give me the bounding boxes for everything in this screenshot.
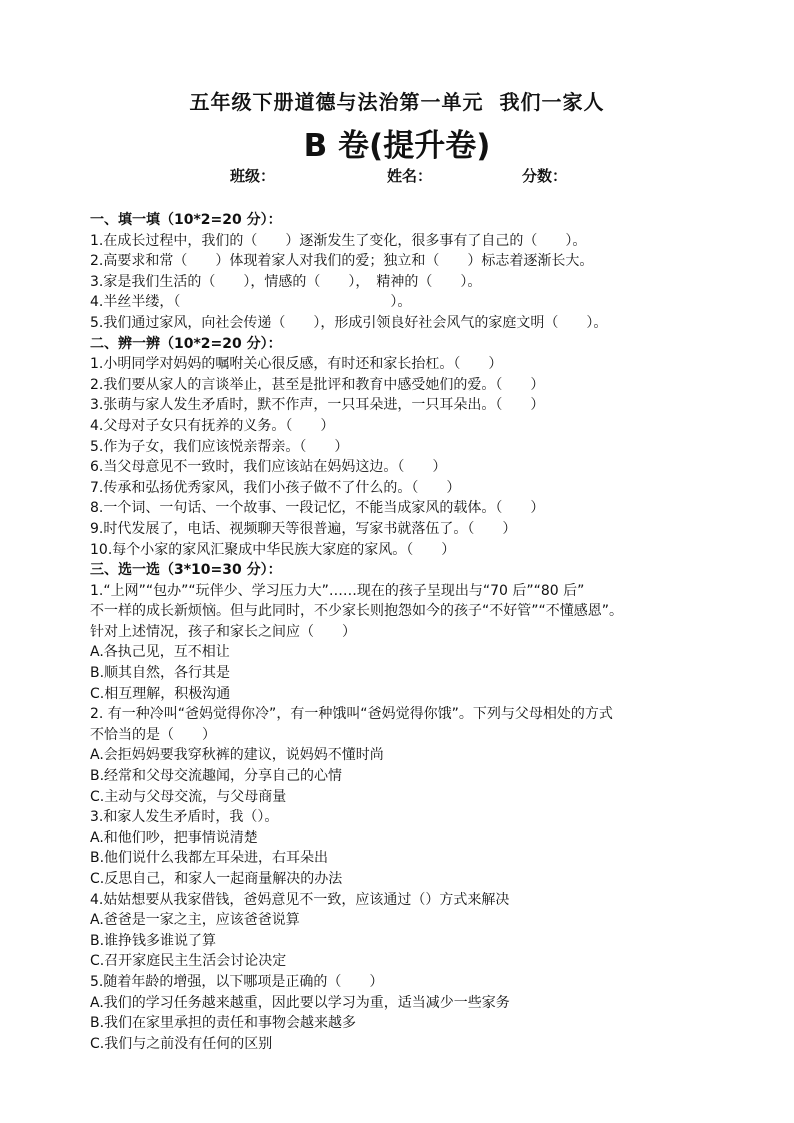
section-heading: 二、辨一辨（10*2=20 分）：	[90, 335, 282, 352]
question-line: C.我们与之前没有任何的区别	[90, 1035, 273, 1052]
question-line: B.他们说什么我都左耳朵进，右耳朵出	[90, 850, 329, 867]
question-line: A.会拒妈妈要我穿秋裤的建议，说妈妈不懂时尚	[90, 747, 384, 764]
question-line: 1.小明同学对妈妈的嘱咐关心很反感，有时还和家长抬杠。（ ）	[90, 356, 503, 373]
class-label: 班级：	[230, 167, 276, 185]
question-line: A.我们的学习任务越来越重，因此要以学习为重，适当减少一些家务	[90, 994, 510, 1011]
question-line: B.我们在家里承担的责任和事物会越来越多	[90, 1015, 357, 1032]
question-line: 4.姑姑想要从我家借钱，爸妈意见不一致，应该通过（）方式来解决	[90, 891, 510, 908]
question-line: 2.高要求和常（ ）体现着家人对我们的爱；独立和（ ）标志着逐渐长大。	[90, 253, 594, 270]
question-line: 3.家是我们生活的（ ），情感的（ ）， 精神的（ ）。	[90, 273, 482, 290]
question-line: 4.半丝半缕，（ ）。	[90, 294, 412, 311]
question-line: 3.和家人发生矛盾时，我（）。	[90, 809, 279, 826]
page-title: 五年级下册道德与法治第一单元 我们一家人	[189, 90, 605, 114]
score-label: 分数：	[522, 167, 568, 185]
question-line: 2.我们要从家人的言谈举止，甚至是批评和教育中感受她们的爱。（ ）	[90, 376, 545, 393]
question-line: A.和他们吵，把事情说清楚	[90, 829, 258, 846]
question-line: 不一样的成长新烦恼。但与此同时，不少家长则抱怨如今的孩子“不好管”“不懂感恩”。	[90, 603, 624, 620]
question-line: B.顺其自然，各行其是	[90, 665, 231, 682]
question-line: 6.当父母意见不一致时，我们应该站在妈妈这边。（ ）	[90, 459, 447, 476]
question-line: 1.“上网”“包办”“玩伴少、学习压力大”……现在的孩子呈现出与“70 后”“80 后”	[90, 582, 585, 599]
question-line: 1.在成长过程中，我们的（ ）逐渐发生了变化，很多事有了自己的（ ）。	[90, 232, 587, 249]
question-line: 2. 有一种冷叫“爸妈觉得你冷”，有一种饿叫“爸妈觉得你饿”。下列与父母相处的方式	[90, 706, 613, 723]
question-line: 9.时代发展了，电话、视频聊天等很普遍，写家书就落伍了。（ ）	[90, 520, 517, 537]
question-line: 5.作为子女，我们应该悦亲帮亲。（ ）	[90, 438, 349, 455]
question-line: 5.随着年龄的增强，以下哪项是正确的（ ）	[90, 973, 384, 990]
question-line: 10.每个小家的家风汇聚成中华民族大家庭的家风。（ ）	[90, 541, 456, 558]
question-line: 8.一个词、一句话、一个故事、一段记忆，不能当成家风的载体。（ ）	[90, 500, 545, 517]
question-line: C.主动与父母交流，与父母商量	[90, 788, 287, 805]
section-heading: 一、填一填（10*2=20 分）：	[90, 212, 282, 228]
question-line: 3.张萌与家人发生矛盾时，默不作声，一只耳朵进，一只耳朵出。（ ）	[90, 397, 545, 414]
question-line: B.谁挣钱多谁说了算	[90, 932, 217, 949]
question-line: A.各执己见，互不相让	[90, 644, 230, 661]
question-line: 针对上述情况，孩子和家长之间应（ ）	[90, 623, 356, 640]
section-heading: 三、选一选（3*10=30 分）：	[90, 562, 282, 579]
question-line: 5.我们通过家风，向社会传递（ ），形成引领良好社会风气的家庭文明（ ）。	[90, 314, 608, 331]
question-line: 7.传承和弘扬优秀家风，我们小孩子做不了什么的。（ ）	[90, 479, 461, 496]
question-line: C.反思自己，和家人一起商量解决的办法	[90, 871, 343, 887]
name-label: 姓名：	[387, 167, 433, 185]
question-line: A.爸爸是一家之主，应该爸爸说算	[90, 912, 300, 929]
question-line: B.经常和父母交流趣闻，分享自己的心情	[90, 768, 343, 785]
question-line: 不恰当的是（ ）	[90, 726, 216, 743]
question-line: C.相互理解，积极沟通	[90, 685, 231, 702]
question-list	[90, 210, 730, 1054]
page-subtitle: B 卷(提升卷)	[303, 128, 491, 164]
question-line: C.召开家庭民主生活会讨论决定	[90, 953, 287, 970]
question-line: 4.父母对子女只有抚养的义务。（ ）	[90, 417, 335, 434]
